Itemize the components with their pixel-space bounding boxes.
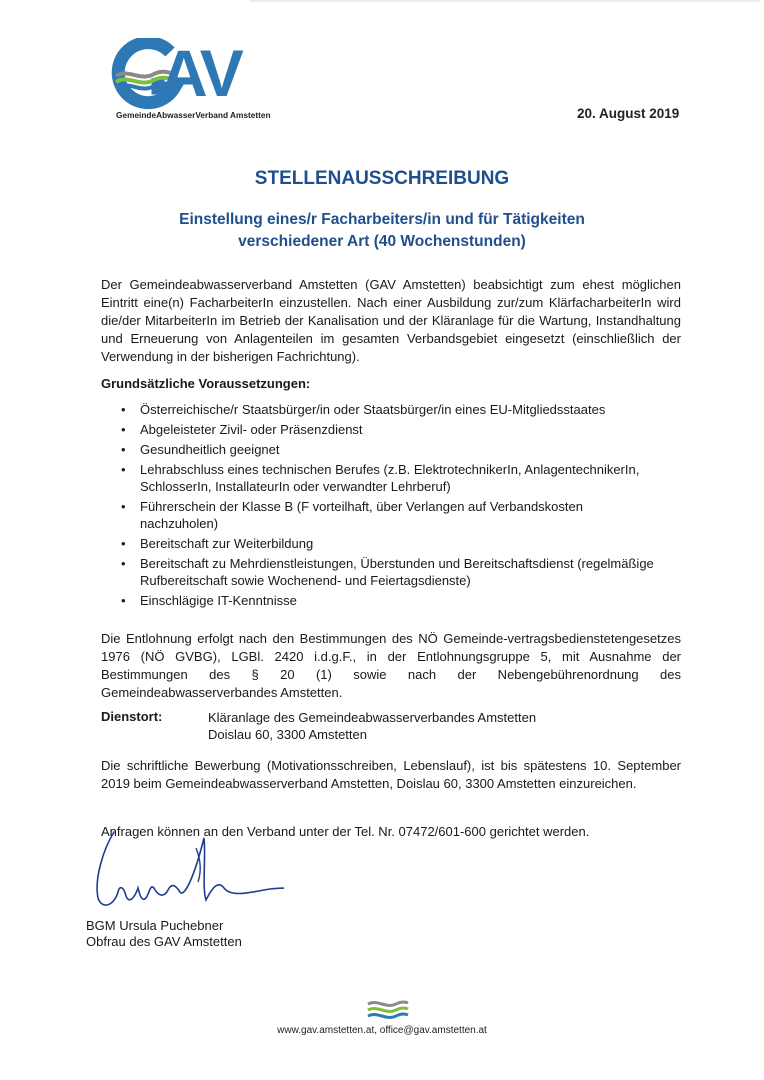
requirement-text: • Bereitschaft zu Mehrdienstleistungen, Überstunden und Bereitschaftsdienst (regelmäßige Rufbereitschaft sowie Wochenend- und Feiertagsdienste) [140, 556, 654, 588]
signatory-role: Obfrau des GAV Amstetten [86, 934, 242, 949]
list-item [101, 555, 661, 589]
dienstort-line-1: Kläranlage des Gemeindeabwasserverbandes Amstetten [208, 710, 537, 725]
list-item [101, 498, 661, 532]
list-item [101, 441, 661, 458]
footer-contact: www.gav.amstetten.at, office@gav.amstetten.at [277, 1025, 487, 1036]
list-item [101, 535, 661, 552]
requirements-list [101, 401, 661, 612]
list-item [101, 421, 661, 438]
gav-logo [110, 38, 275, 122]
scan-edge-line [250, 0, 760, 2]
requirement-text: • Abgeleisteter Zivil- oder Präsenzdienst [140, 422, 363, 437]
requirement-text: • Lehrabschluss eines technischen Berufes (z.B. ElektrotechnikerIn, AnlagentechnikerIn, SchlosserIn, InstallateurIn oder verwandter Lehrberuf) [140, 462, 640, 494]
signatory-name: BGM Ursula Puchebner [86, 918, 224, 933]
requirement-text: • Österreichische/r Staatsbürger/in oder Staatsbürger/in eines EU-Mitgliedsstaates [140, 402, 606, 417]
requirement-text: • Einschlägige IT-Kenntnisse [140, 593, 297, 608]
subtitle-line-2: verschiedener Art (40 Wochenstunden) [238, 233, 526, 250]
document-subtitle [120, 209, 644, 253]
application-paragraph: Die schriftliche Bewerbung (Motivationsschreiben, Lebenslauf), ist bis spätestens 10. September 2019 beim Gemeindeabwasserverband Amstetten, Doislau 60, 3300 Amstetten einzureichen. [101, 758, 681, 791]
handwritten-signature-icon [84, 818, 284, 928]
logo-caption: GemeindeAbwasserVerband Amstetten [116, 110, 271, 120]
list-item [101, 461, 661, 495]
requirements-heading: Grundsätzliche Voraussetzungen: [101, 376, 311, 391]
dienstort-address [208, 709, 536, 743]
salary-paragraph: Die Entlohnung erfolgt nach den Bestimmungen des NÖ Gemeinde-vertragsbedienstetengesetzes 1976 (NÖ GVBG), LGBl. 2420 i.d.g.F., in der Entlohnungsgruppe 5, mit Ausnahme der Bestimmungen des § 20 (1) sowie nach der Nebengebührenordnung des Gemeindeabwasserverbandes Amstetten. [101, 631, 681, 700]
requirement-text: • Gesundheitlich geeignet [140, 442, 280, 457]
subtitle-line-1: Einstellung eines/r Facharbeiters/in und für Tätigkeiten [179, 211, 585, 228]
document-date: 20. August 2019 [577, 106, 680, 121]
requirement-text: • Führerschein der Klasse B (F vorteilhaft, über Verlangen auf Verbandskosten nachzuholen) [140, 499, 583, 531]
list-item [101, 592, 661, 609]
requirement-text: • Bereitschaft zur Weiterbildung [140, 536, 314, 551]
list-item [101, 401, 661, 418]
footer-wave-logo-icon [366, 998, 410, 1020]
intro-paragraph: Der Gemeindeabwasserverband Amstetten (GAV Amstetten) beabsichtigt zum ehest möglichen Eintritt eine(n) FacharbeiterIn einzustellen. Nach einer Ausbildung zur/zum KlärfacharbeiterIn wird die/der MitarbeiterIn im Betrieb der Kanalisation und der Kläranlage für die Wartung, Instandhaltung und Erneuerung von Anlagenteilen im gesamten Verbandsgebiet eingesetzt (einschließlich der Verwendung in der bisherigen Fachrichtung). [101, 277, 681, 364]
inquiries-line: Anfragen können an den Verband unter der Tel. Nr. 07472/601-600 gerichtet werden. [101, 824, 590, 839]
dienstort-line-2: Doislau 60, 3300 Amstetten [208, 727, 367, 742]
logo-wordmark: AV [160, 36, 241, 110]
dienstort-label: Dienstort: [101, 709, 163, 724]
document-title: STELLENAUSSCHREIBUNG [254, 168, 510, 189]
